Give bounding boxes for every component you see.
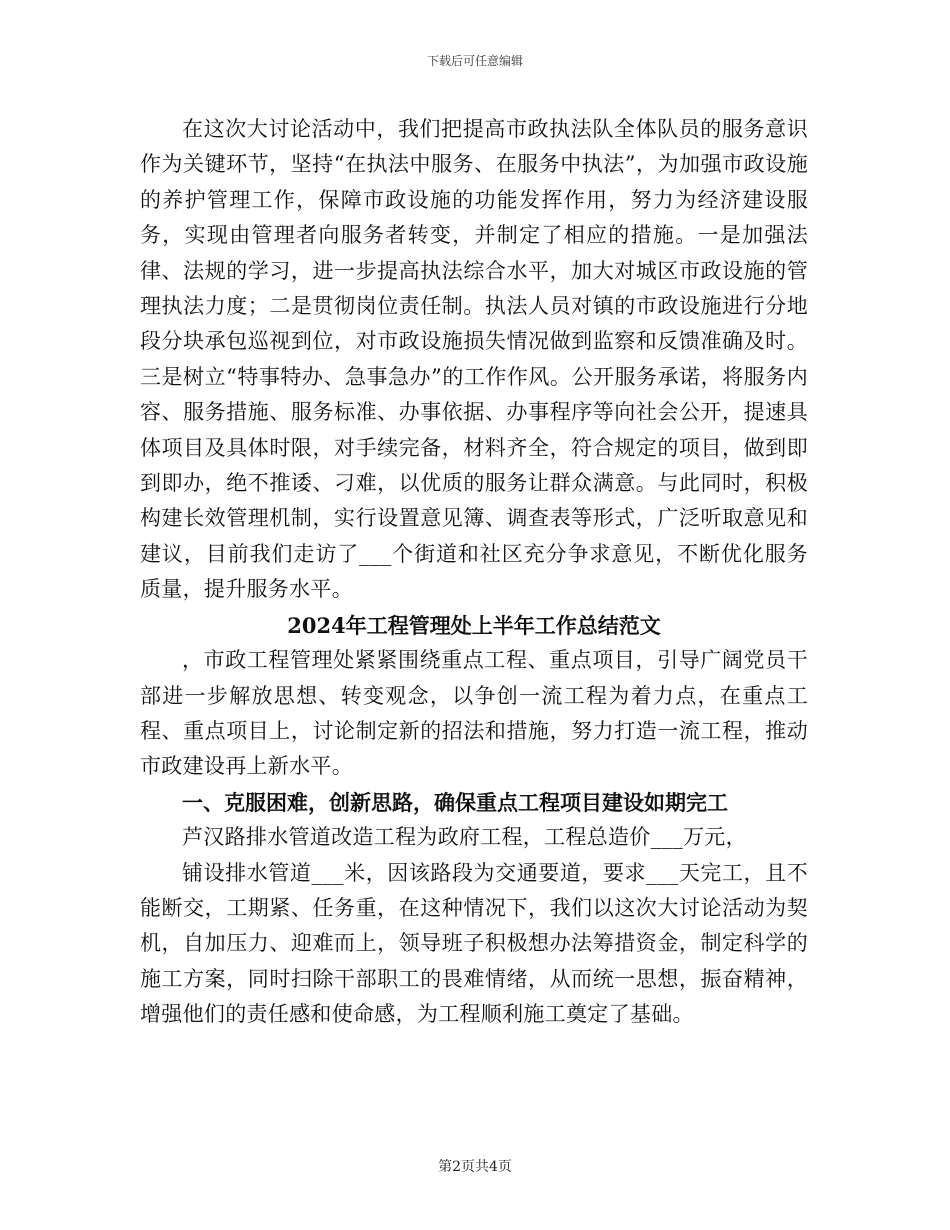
document-body	[140, 112, 808, 1033]
section-heading: 一、克服困难，创新思路，确保重点工程项目建设如期完工	[182, 789, 728, 815]
document-title: 2024年工程管理处上半年工作总结范文	[287, 612, 661, 638]
paragraph-service-awareness: 在这次大讨论活动中，我们把提高市政执法队全体队员的服务意识作为关键环节，坚持“在执法中服务、在服务中执法”，为加强市政设施的养护管理工作，保障市政设施的功能发挥作用，努力为经济建设服务，实现由管理者向服务者转变，并制定了相应的措施。一是加强法律、法规的学习，进一步提高执法综合水平，加大对城区市政设施的管理执法力度；二是贯彻岗位责任制。执法人员对镇的市政设施进行分地段分块承包巡视到位，对市政设施损失情况做到监察和反馈准确及时。三是树立“特事特办、急事急办”的工作作风。公开服务承诺，将服务内容、服务措施、服务标准、办事依据、办事程序等向社会公开，提速具体项目及具体时限，对手续完备，材料齐全，符合规定的项目，做到即到即办，绝不推诿、刁难，以优质的服务让群众满意。与此同时，积极构建长效管理机制，实行设置意见簿、调查表等形式，广泛听取意见和建议，目前我们走访了___个街道和社区充分争求意见，不断优化服务质量，提升服务水平。	[140, 117, 808, 602]
page-number: 第2页共4页	[438, 1159, 512, 1175]
page-header: 下载后可任意编辑	[426, 54, 523, 68]
paragraph-intro: ，市政工程管理处紧紧围绕重点工程、重点项目，引导广阔党员干部进一步解放思想、转变观念，以争创一流工程为着力点，在重点工程、重点项目上，讨论制定新的招法和措施，努力打造一流工程，推动市政建设再上新水平。	[140, 648, 808, 779]
paragraph-project-details: 铺设排水管道___米，因该路段为交通要道，要求___天完工，且不能断交，工期紧、任务重，在这种情况下，我们以这次大讨论活动为契机，自加压力、迎难而上，领导班子积极想办法筹措资金，制定科学的施工方案，同时扫除干部职工的畏难情绪，从而统一思想，振奋精神，增强他们的责任感和使命感，为工程顺利施工奠定了基础。	[140, 860, 808, 1027]
paragraph-project-cost: 芦汉路排水管道改造工程为政府工程，工程总造价___万元，	[182, 825, 747, 850]
